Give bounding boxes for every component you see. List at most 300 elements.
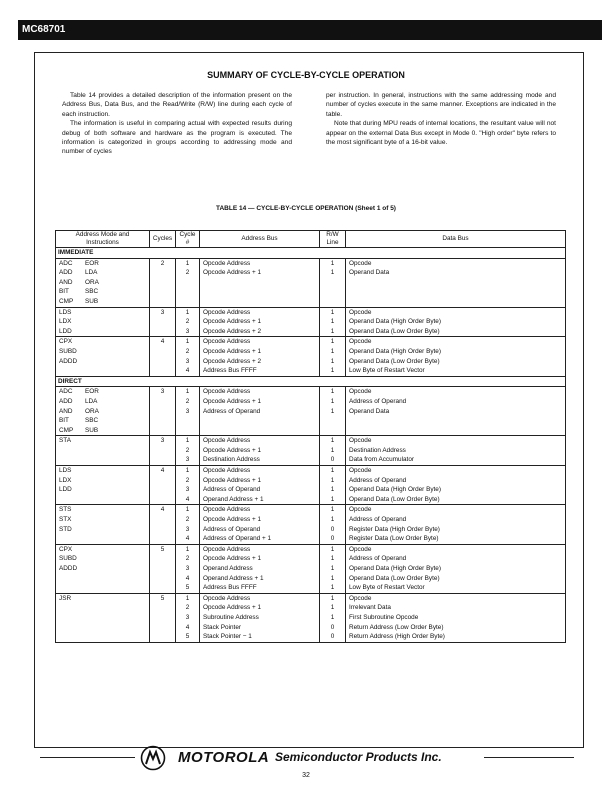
cycles-cell (150, 317, 176, 327)
mnemonic: ADC (59, 388, 73, 396)
mnemonic: SUBD (59, 347, 77, 355)
table-row (56, 317, 566, 327)
intro-paragraph: Table 14 provides a detailed description of the information present on the Address Bus, Data Bus, and the Read/Write (R/W) line during each cycle of each instruction. (62, 92, 292, 118)
address-bus-cell: Opcode Address + 2 (200, 357, 320, 367)
data-bus-cell: Irrelevant Data (346, 603, 566, 613)
address-bus-cell: Opcode Address (200, 307, 320, 317)
cycles-cell (150, 426, 176, 436)
cycles-cell: 5 (150, 593, 176, 603)
table-row (56, 564, 566, 574)
data-bus-cell: First Subroutine Opcode (346, 613, 566, 623)
cycle-number-cell: 1 (176, 593, 200, 603)
cycle-number-cell: 1 (176, 505, 200, 515)
mnemonic: STA (59, 437, 71, 445)
table-row (56, 287, 566, 297)
data-bus-cell: Opcode (346, 436, 566, 446)
cycles-cell (150, 564, 176, 574)
data-bus-cell: Low Byte of Restart Vector (346, 366, 566, 376)
mnemonic: BIT (59, 288, 69, 296)
column-header-cycles: Cycles (150, 231, 176, 248)
cycle-number-cell: 1 (176, 436, 200, 446)
cycles-cell (150, 574, 176, 584)
footer-rule (40, 757, 135, 758)
cycles-cell (150, 407, 176, 417)
table-row (56, 554, 566, 564)
mnemonic: LDX (59, 318, 72, 326)
mnemonic: AND (59, 407, 73, 415)
footer-rule (484, 757, 574, 758)
instruction-cell (56, 357, 150, 367)
rw-line-cell: 0 (320, 623, 346, 633)
rw-line-cell: 1 (320, 515, 346, 525)
table-row (56, 416, 566, 426)
cycle-number-cell: 5 (176, 583, 200, 593)
cycle-number-cell: 4 (176, 534, 200, 544)
instruction-cell (56, 337, 150, 347)
rw-line-cell: 1 (320, 505, 346, 515)
address-bus-cell: Address of Operand (200, 525, 320, 535)
instruction-cell (56, 466, 150, 476)
data-bus-cell (346, 416, 566, 426)
rw-line-cell: 1 (320, 495, 346, 505)
cycles-cell (150, 554, 176, 564)
rw-line-cell: 1 (320, 446, 346, 456)
cycles-cell: 5 (150, 544, 176, 554)
cycle-number-cell: 4 (176, 495, 200, 505)
header-bar (18, 20, 602, 40)
mnemonic: EOR (85, 388, 99, 396)
cycles-cell (150, 485, 176, 495)
cycles-cell (150, 366, 176, 376)
table-row (56, 307, 566, 317)
cycles-cell: 4 (150, 466, 176, 476)
mnemonic: CPX (59, 545, 73, 553)
rw-line-cell: 1 (320, 485, 346, 495)
cycle-number-cell: 2 (176, 347, 200, 357)
address-bus-cell (200, 287, 320, 297)
address-bus-cell: Opcode Address + 1 (200, 317, 320, 327)
rw-line-cell: 1 (320, 357, 346, 367)
rw-line-cell: 1 (320, 593, 346, 603)
cycles-cell (150, 397, 176, 407)
cycle-number-cell (176, 278, 200, 288)
table-row (56, 593, 566, 603)
cycle-number-cell: 2 (176, 317, 200, 327)
intro-paragraph: per instruction. In general, instructions with the same addressing mode and number of cycles execute in the same manner. Exceptions are indicated in the table. (326, 92, 556, 118)
address-bus-cell: Opcode Address (200, 258, 320, 268)
data-bus-cell: Opcode (346, 593, 566, 603)
address-bus-cell: Opcode Address + 2 (200, 327, 320, 337)
data-bus-cell: Opcode (346, 258, 566, 268)
table-row (56, 613, 566, 623)
data-bus-cell: Operand Data (High Order Byte) (346, 564, 566, 574)
mnemonic: LDS (59, 308, 72, 316)
instruction-cell (56, 268, 150, 278)
cycles-cell (150, 495, 176, 505)
cycles-cell (150, 583, 176, 593)
address-bus-cell (200, 297, 320, 307)
instruction-cell (56, 258, 150, 268)
cycles-cell (150, 623, 176, 633)
cycle-number-cell (176, 287, 200, 297)
page-title: SUMMARY OF CYCLE-BY-CYCLE OPERATION (207, 70, 405, 80)
cycles-cell (150, 287, 176, 297)
data-bus-cell: Address of Operand (346, 476, 566, 486)
footer (0, 745, 612, 785)
mnemonic: JSR (59, 594, 72, 602)
address-bus-cell: Destination Address (200, 455, 320, 465)
mnemonic: EOR (85, 259, 99, 267)
table-row (56, 407, 566, 417)
rw-line-cell: 1 (320, 407, 346, 417)
rw-line-cell: 1 (320, 397, 346, 407)
cycle-number-cell: 5 (176, 632, 200, 642)
cycle-number-cell: 1 (176, 307, 200, 317)
column-header-cycle-number: Cycle # (176, 231, 200, 248)
instruction-cell (56, 426, 150, 436)
rw-line-cell (320, 426, 346, 436)
rw-line-cell: 1 (320, 603, 346, 613)
brand-name: MOTOROLA (178, 749, 270, 766)
instruction-cell (56, 366, 150, 376)
address-bus-cell (200, 426, 320, 436)
cycle-number-cell: 2 (176, 446, 200, 456)
cycles-cell (150, 446, 176, 456)
instruction-cell (56, 278, 150, 288)
mnemonic: ADDD (59, 357, 78, 365)
section-label: DIRECT (56, 376, 566, 387)
instruction-cell (56, 534, 150, 544)
cycle-number-cell: 2 (176, 397, 200, 407)
cycle-number-cell: 4 (176, 623, 200, 633)
rw-line-cell: 1 (320, 583, 346, 593)
data-bus-cell (346, 278, 566, 288)
instruction-cell (56, 387, 150, 397)
cycles-cell (150, 476, 176, 486)
cycle-number-cell: 1 (176, 258, 200, 268)
cycle-number-cell: 1 (176, 544, 200, 554)
data-bus-cell: Operand Data (High Order Byte) (346, 317, 566, 327)
table-row (56, 485, 566, 495)
table-caption: TABLE 14 — CYCLE-BY-CYCLE OPERATION (Sheet 1 of 5) (216, 205, 396, 212)
data-bus-cell: Operand Data (High Order Byte) (346, 347, 566, 357)
data-bus-cell: Operand Data (Low Order Byte) (346, 574, 566, 584)
table-row (56, 544, 566, 554)
instruction-cell (56, 485, 150, 495)
address-bus-cell: Operand Address (200, 564, 320, 574)
table-row (56, 258, 566, 268)
rw-line-cell: 1 (320, 574, 346, 584)
rw-line-cell: 0 (320, 534, 346, 544)
instruction-cell (56, 515, 150, 525)
rw-line-cell: 1 (320, 387, 346, 397)
address-bus-cell: Opcode Address + 1 (200, 515, 320, 525)
data-bus-cell: Opcode (346, 544, 566, 554)
mnemonic: ADD (59, 397, 73, 405)
mnemonic: STX (59, 516, 72, 524)
instruction-cell (56, 476, 150, 486)
instruction-cell (56, 297, 150, 307)
cycles-cell (150, 613, 176, 623)
division-name: Semiconductor Products Inc. (275, 750, 442, 764)
mnemonic: CPX (59, 338, 73, 346)
mnemonic: ORA (85, 278, 99, 286)
rw-line-cell: 1 (320, 317, 346, 327)
address-bus-cell: Subroutine Address (200, 613, 320, 623)
address-bus-cell: Opcode Address (200, 593, 320, 603)
rw-line-cell: 1 (320, 466, 346, 476)
table-header-row (56, 231, 566, 248)
table-row (56, 632, 566, 642)
instruction-cell (56, 436, 150, 446)
table-row (56, 534, 566, 544)
rw-line-cell (320, 287, 346, 297)
data-bus-cell: Return Address (Low Order Byte) (346, 623, 566, 633)
data-bus-cell: Operand Data (Low Order Byte) (346, 357, 566, 367)
cycles-cell (150, 278, 176, 288)
mnemonic: SUBD (59, 555, 77, 563)
mnemonic: STS (59, 506, 72, 514)
instruction-cell (56, 307, 150, 317)
mnemonic: SBC (85, 288, 99, 296)
table-row (56, 366, 566, 376)
rw-line-cell: 1 (320, 307, 346, 317)
mnemonic: LDX (59, 476, 72, 484)
mnemonic: CMP (59, 426, 74, 434)
cycles-cell (150, 268, 176, 278)
address-bus-cell: Opcode Address (200, 466, 320, 476)
address-bus-cell: Address of Operand (200, 485, 320, 495)
address-bus-cell: Operand Address + 1 (200, 574, 320, 584)
cycle-number-cell: 3 (176, 407, 200, 417)
mnemonic: STD (59, 525, 72, 533)
cycles-cell (150, 515, 176, 525)
intro-paragraph: The information is useful in comparing actual with expected results during debug of both software and hardware as the program is executed. The information is categorized in groups according to addressing mode and number of cycles (62, 120, 292, 156)
data-bus-cell: Operand Data (Low Order Byte) (346, 495, 566, 505)
instruction-cell (56, 505, 150, 515)
mnemonic: LDA (85, 397, 98, 405)
address-bus-cell: Opcode Address + 1 (200, 347, 320, 357)
cycles-cell (150, 534, 176, 544)
data-bus-cell (346, 426, 566, 436)
cycle-number-cell: 3 (176, 327, 200, 337)
data-bus-cell: Operand Data (346, 268, 566, 278)
cycles-cell (150, 357, 176, 367)
address-bus-cell: Address Bus FFFF (200, 366, 320, 376)
rw-line-cell: 1 (320, 337, 346, 347)
cycle-number-cell: 2 (176, 268, 200, 278)
column-header-mode: Address Mode and Instructions (56, 231, 150, 248)
cycles-cell (150, 603, 176, 613)
table-row (56, 515, 566, 525)
cycle-number-cell: 4 (176, 574, 200, 584)
intro-right-column (326, 91, 556, 147)
rw-line-cell: 1 (320, 564, 346, 574)
cycle-number-cell: 2 (176, 603, 200, 613)
cycles-cell: 2 (150, 258, 176, 268)
data-bus-cell: Return Address (High Order Byte) (346, 632, 566, 642)
data-bus-cell: Data from Accumulator (346, 455, 566, 465)
table-row (56, 327, 566, 337)
cycle-number-cell: 1 (176, 387, 200, 397)
section-header-row (56, 376, 566, 387)
mnemonic: LDD (59, 486, 72, 494)
address-bus-cell: Opcode Address (200, 436, 320, 446)
instruction-cell (56, 632, 150, 642)
mnemonic: ADC (59, 259, 73, 267)
data-bus-cell: Opcode (346, 466, 566, 476)
address-bus-cell: Opcode Address + 1 (200, 268, 320, 278)
data-bus-cell: Register Data (High Order Byte) (346, 525, 566, 535)
intro-paragraph: Note that during MPU reads of internal locations, the resultant value will not appear on the external Data Bus except in Mode 0. "High order" byte refers to the most significant byte of a 16-bit value. (326, 120, 556, 147)
mnemonic: ORA (85, 407, 99, 415)
rw-line-cell: 1 (320, 347, 346, 357)
table-row (56, 574, 566, 584)
rw-line-cell: 0 (320, 632, 346, 642)
instruction-cell (56, 574, 150, 584)
table-row (56, 505, 566, 515)
cycles-cell: 3 (150, 387, 176, 397)
cycles-cell (150, 416, 176, 426)
cycle-number-cell: 1 (176, 337, 200, 347)
data-bus-cell: Opcode (346, 337, 566, 347)
table-row (56, 397, 566, 407)
rw-line-cell: 1 (320, 436, 346, 446)
column-header-data-bus: Data Bus (346, 231, 566, 248)
address-bus-cell: Opcode Address + 1 (200, 446, 320, 456)
instruction-cell (56, 525, 150, 535)
address-bus-cell: Stack Pointer (200, 623, 320, 633)
cycle-number-cell: 1 (176, 466, 200, 476)
instruction-cell (56, 446, 150, 456)
instruction-cell (56, 583, 150, 593)
mnemonic: ADD (59, 269, 73, 277)
data-bus-cell: Operand Data (346, 407, 566, 417)
mnemonic: AND (59, 278, 73, 286)
mnemonic: SUB (85, 426, 99, 434)
cycles-cell: 4 (150, 505, 176, 515)
instruction-cell (56, 603, 150, 613)
rw-line-cell: 1 (320, 476, 346, 486)
data-bus-cell: Operand Data (High Order Byte) (346, 485, 566, 495)
page-number: 32 (302, 772, 310, 779)
address-bus-cell: Address Bus FFFF (200, 583, 320, 593)
intro-left-column (62, 91, 292, 157)
instruction-cell (56, 327, 150, 337)
table-row (56, 525, 566, 535)
cycles-cell (150, 297, 176, 307)
data-bus-cell: Register Data (Low Order Byte) (346, 534, 566, 544)
rw-line-cell: 1 (320, 613, 346, 623)
cycle-number-cell: 4 (176, 366, 200, 376)
rw-line-cell: 0 (320, 455, 346, 465)
instruction-cell (56, 407, 150, 417)
cycles-cell: 4 (150, 337, 176, 347)
cycles-cell (150, 327, 176, 337)
data-bus-cell: Opcode (346, 387, 566, 397)
cycle-number-cell (176, 416, 200, 426)
address-bus-cell: Operand Address + 1 (200, 495, 320, 505)
address-bus-cell: Opcode Address + 1 (200, 603, 320, 613)
cycles-cell (150, 455, 176, 465)
data-bus-cell: Opcode (346, 505, 566, 515)
table-row (56, 436, 566, 446)
data-bus-cell: Address of Operand (346, 554, 566, 564)
cycles-cell (150, 525, 176, 535)
instruction-cell (56, 347, 150, 357)
mnemonic: ADDD (59, 565, 78, 572)
table-row (56, 426, 566, 436)
address-bus-cell: Address of Operand + 1 (200, 534, 320, 544)
instruction-cell (56, 455, 150, 465)
rw-line-cell: 1 (320, 327, 346, 337)
motorola-logo-icon (140, 745, 166, 771)
rw-line-cell: 0 (320, 525, 346, 535)
table-row (56, 387, 566, 397)
table-row (56, 357, 566, 367)
address-bus-cell: Opcode Address + 1 (200, 397, 320, 407)
cycle-number-cell: 3 (176, 455, 200, 465)
address-bus-cell: Stack Pointer − 1 (200, 632, 320, 642)
mnemonic: SUB (85, 297, 99, 305)
table-row (56, 455, 566, 465)
table-row (56, 623, 566, 633)
cycle-number-cell: 2 (176, 554, 200, 564)
instruction-cell (56, 495, 150, 505)
data-bus-cell: Address of Operand (346, 515, 566, 525)
address-bus-cell: Opcode Address (200, 544, 320, 554)
instruction-cell (56, 613, 150, 623)
column-header-rw-line: R/W Line (320, 231, 346, 248)
column-header-address-bus: Address Bus (200, 231, 320, 248)
instruction-cell (56, 416, 150, 426)
data-bus-cell: Address of Operand (346, 397, 566, 407)
cycle-number-cell: 2 (176, 515, 200, 525)
instruction-cell (56, 593, 150, 603)
table-row (56, 446, 566, 456)
cycle-number-cell: 3 (176, 525, 200, 535)
cycle-number-cell: 3 (176, 357, 200, 367)
data-bus-cell: Destination Address (346, 446, 566, 456)
table-row (56, 347, 566, 357)
cycles-cell (150, 632, 176, 642)
address-bus-cell: Opcode Address + 1 (200, 476, 320, 486)
table-row (56, 466, 566, 476)
section-header-row (56, 248, 566, 259)
cycles-cell (150, 347, 176, 357)
model-number: MC68701 (22, 24, 66, 35)
address-bus-cell: Address of Operand (200, 407, 320, 417)
address-bus-cell: Opcode Address (200, 505, 320, 515)
instruction-cell (56, 544, 150, 554)
cycles-cell: 3 (150, 307, 176, 317)
data-bus-cell: Low Byte of Restart Vector (346, 583, 566, 593)
rw-line-cell: 1 (320, 268, 346, 278)
instruction-cell (56, 623, 150, 633)
rw-line-cell: 1 (320, 366, 346, 376)
address-bus-cell: Opcode Address + 1 (200, 554, 320, 564)
data-bus-cell: Operand Data (Low Order Byte) (346, 327, 566, 337)
instruction-cell (56, 317, 150, 327)
table-row (56, 337, 566, 347)
address-bus-cell: Opcode Address (200, 337, 320, 347)
table-row (56, 297, 566, 307)
address-bus-cell (200, 278, 320, 288)
rw-line-cell (320, 278, 346, 288)
rw-line-cell (320, 297, 346, 307)
instruction-cell (56, 554, 150, 564)
rw-line-cell: 1 (320, 258, 346, 268)
